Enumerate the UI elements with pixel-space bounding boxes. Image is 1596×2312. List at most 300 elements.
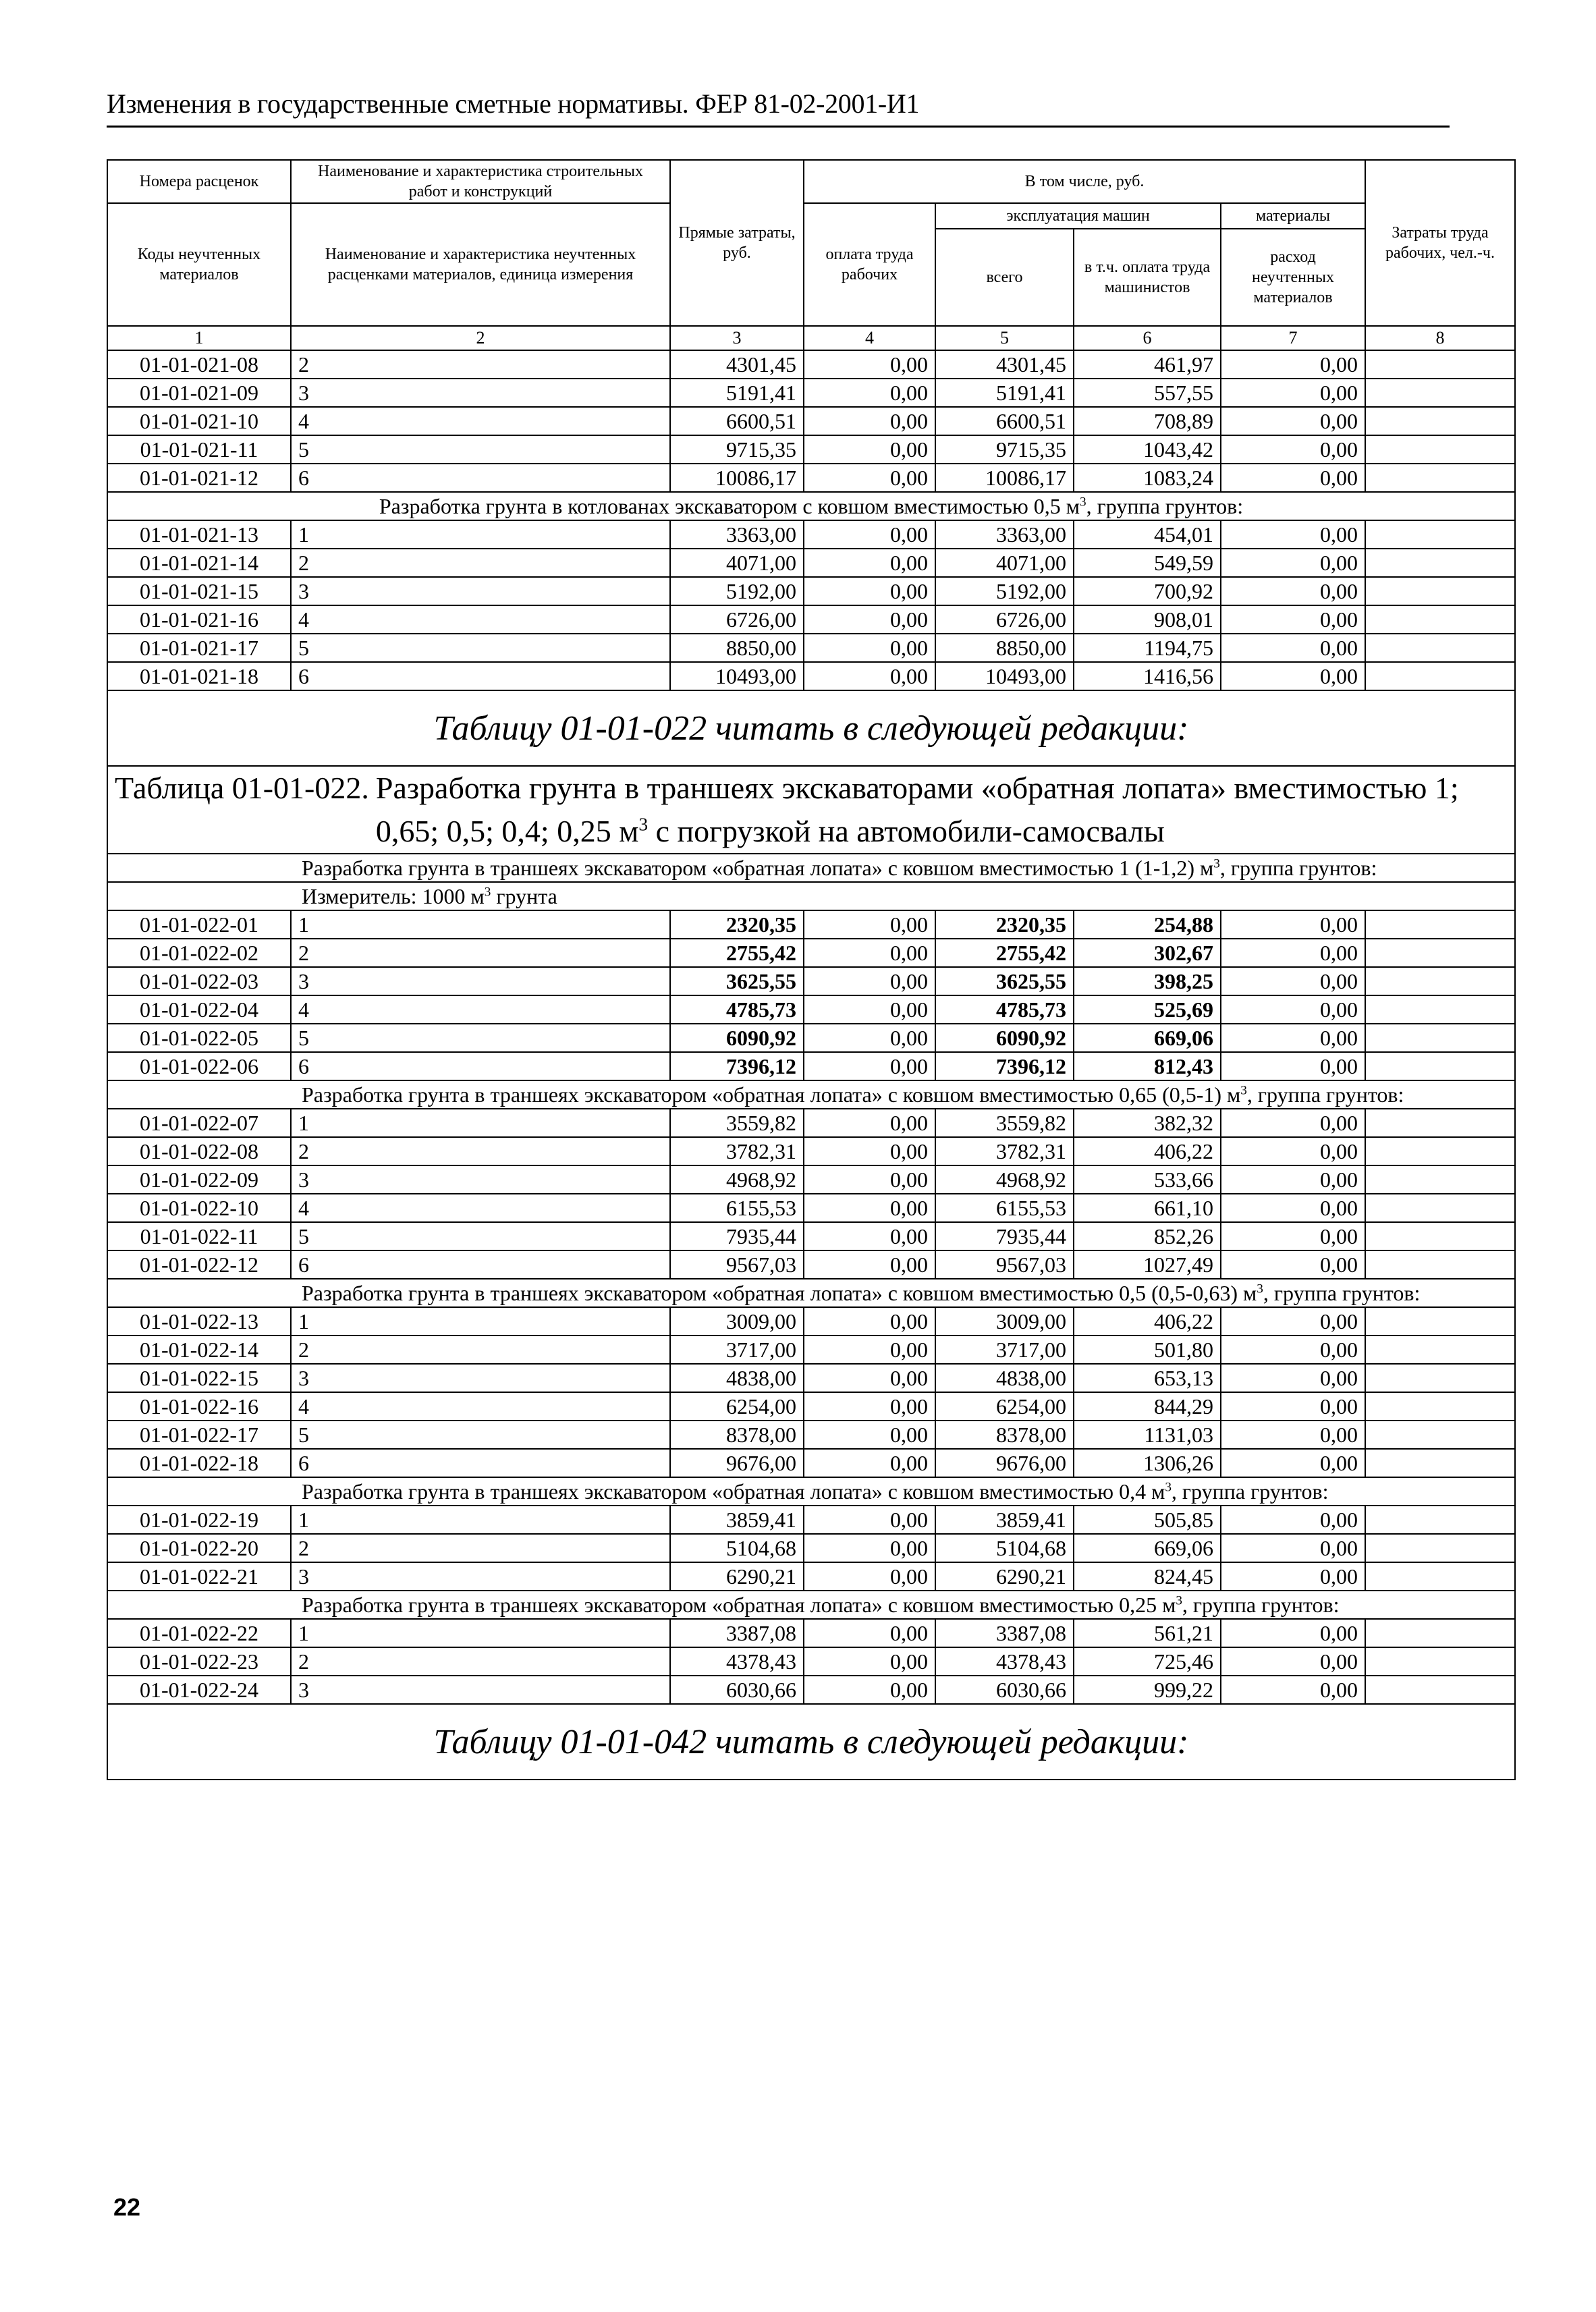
rate-code: 01-01-021-15: [107, 577, 291, 605]
materials-consumption: 0,00: [1221, 1449, 1365, 1477]
machine-costs-total: 8378,00: [935, 1421, 1074, 1449]
labor-pay: 0,00: [804, 379, 935, 407]
labor-pay: 0,00: [804, 464, 935, 492]
labor-pay: 0,00: [804, 577, 935, 605]
table-row: [107, 1137, 1515, 1165]
machine-operator-pay: 725,46: [1074, 1647, 1221, 1676]
header-col5: всего: [935, 229, 1074, 326]
rate-code: 01-01-022-16: [107, 1392, 291, 1421]
machine-operator-pay: 549,59: [1074, 549, 1221, 577]
labor-hours: [1365, 939, 1515, 967]
group-title: Разработка грунта в котлованах экскаватором с ковшом вместимостью 0,5 $м^3$, группа грунтов:: [107, 492, 1515, 520]
section-021b: [107, 492, 1515, 520]
table-title: [107, 766, 1515, 854]
machine-costs-total: 3717,00: [935, 1336, 1074, 1364]
section-021a: [107, 350, 1515, 492]
table-row: [107, 1222, 1515, 1250]
table-row: [107, 1194, 1515, 1222]
soil-group: 1: [291, 1109, 670, 1137]
machine-operator-pay: 669,06: [1074, 1534, 1221, 1562]
machine-costs-total: 7935,44: [935, 1222, 1074, 1250]
rate-code: 01-01-021-10: [107, 407, 291, 435]
materials-consumption: 0,00: [1221, 1137, 1365, 1165]
soil-group: 4: [291, 407, 670, 435]
materials-consumption: 0,00: [1221, 1250, 1365, 1279]
rate-code: 01-01-022-23: [107, 1647, 291, 1676]
rate-code: 01-01-022-17: [107, 1421, 291, 1449]
direct-costs: 2320,35: [670, 910, 804, 939]
direct-costs: 6726,00: [670, 605, 804, 634]
materials-consumption: 0,00: [1221, 1506, 1365, 1534]
labor-hours: [1365, 1647, 1515, 1676]
header-col4: оплата труда рабочих: [804, 203, 935, 326]
table-row: [107, 939, 1515, 967]
soil-group: 4: [291, 605, 670, 634]
group-title-row: [107, 1279, 1515, 1307]
soil-group: 5: [291, 435, 670, 464]
notice-row: [107, 690, 1515, 766]
machine-operator-pay: 557,55: [1074, 379, 1221, 407]
materials-consumption: 0,00: [1221, 1222, 1365, 1250]
labor-pay: 0,00: [804, 435, 935, 464]
table-row: [107, 1165, 1515, 1194]
machine-operator-pay: 852,26: [1074, 1222, 1221, 1250]
materials-consumption: 0,00: [1221, 350, 1365, 379]
header-col2-top: Наименование и характеристика строительных работ и конструкций: [291, 160, 670, 203]
materials-consumption: 0,00: [1221, 1165, 1365, 1194]
labor-pay: 0,00: [804, 1024, 935, 1052]
table-row: [107, 1421, 1515, 1449]
soil-group: 2: [291, 939, 670, 967]
machine-operator-pay: 525,69: [1074, 995, 1221, 1024]
table-title-text: Разработка грунта в траншеях экскаваторами «обратная лопата» вместимостью 1; 0,65; 0,5; 0,4; 0,25 $м^3$ с погрузкой на автомобили-самосвалы: [375, 771, 1459, 848]
notice-042: Таблицу 01-01-042 читать в следующей редакции:: [107, 1704, 1515, 1780]
rate-code: 01-01-022-10: [107, 1194, 291, 1222]
labor-hours: [1365, 520, 1515, 549]
rate-code: 01-01-022-12: [107, 1250, 291, 1279]
labor-pay: 0,00: [804, 1109, 935, 1137]
rate-code: 01-01-022-01: [107, 910, 291, 939]
direct-costs: 4968,92: [670, 1165, 804, 1194]
column-number: 3: [670, 326, 804, 350]
rate-code: 01-01-021-09: [107, 379, 291, 407]
labor-hours: [1365, 435, 1515, 464]
direct-costs: 6254,00: [670, 1392, 804, 1421]
soil-group: 2: [291, 549, 670, 577]
table-row: [107, 435, 1515, 464]
section-022a-rows: [107, 910, 1515, 1080]
soil-group: 1: [291, 1506, 670, 1534]
machine-operator-pay: 661,10: [1074, 1194, 1221, 1222]
machine-costs-total: 6600,51: [935, 407, 1074, 435]
direct-costs: 3782,31: [670, 1137, 804, 1165]
table-row: [107, 577, 1515, 605]
rate-code: 01-01-021-11: [107, 435, 291, 464]
machine-operator-pay: 454,01: [1074, 520, 1221, 549]
machine-operator-pay: 254,88: [1074, 910, 1221, 939]
labor-hours: [1365, 379, 1515, 407]
labor-hours: [1365, 1562, 1515, 1591]
machine-operator-pay: 708,89: [1074, 407, 1221, 435]
table-row: [107, 464, 1515, 492]
table-row: [107, 379, 1515, 407]
table-row: [107, 1562, 1515, 1591]
materials-consumption: 0,00: [1221, 1024, 1365, 1052]
header-col3: Прямые затраты, руб.: [670, 160, 804, 326]
header-col2-bottom: Наименование и характеристика неучтенных расценками материалов, единица измерения: [291, 203, 670, 326]
soil-group: 3: [291, 379, 670, 407]
table-row: [107, 1052, 1515, 1080]
labor-hours: [1365, 1222, 1515, 1250]
labor-pay: 0,00: [804, 1194, 935, 1222]
machine-operator-pay: 1306,26: [1074, 1449, 1221, 1477]
table-row: [107, 605, 1515, 634]
rate-code: 01-01-021-13: [107, 520, 291, 549]
labor-pay: 0,00: [804, 1250, 935, 1279]
direct-costs: 6155,53: [670, 1194, 804, 1222]
machine-costs-total: 4968,92: [935, 1165, 1074, 1194]
table-row: [107, 1109, 1515, 1137]
machine-costs-total: 10493,00: [935, 662, 1074, 690]
table-row: [107, 407, 1515, 435]
machine-operator-pay: 1194,75: [1074, 634, 1221, 662]
soil-group: 2: [291, 1647, 670, 1676]
materials-consumption: 0,00: [1221, 577, 1365, 605]
soil-group: 4: [291, 1194, 670, 1222]
materials-consumption: 0,00: [1221, 605, 1365, 634]
materials-consumption: 0,00: [1221, 1647, 1365, 1676]
labor-pay: 0,00: [804, 1449, 935, 1477]
labor-hours: [1365, 662, 1515, 690]
materials-consumption: 0,00: [1221, 910, 1365, 939]
soil-group: 5: [291, 1024, 670, 1052]
machine-operator-pay: 908,01: [1074, 605, 1221, 634]
table-row: [107, 1647, 1515, 1676]
labor-hours: [1365, 1336, 1515, 1364]
direct-costs: 7935,44: [670, 1222, 804, 1250]
header-machines-group: эксплуатация машин: [935, 203, 1221, 229]
labor-hours: [1365, 1364, 1515, 1392]
materials-consumption: 0,00: [1221, 967, 1365, 995]
direct-costs: 6290,21: [670, 1562, 804, 1591]
table-row: [107, 1619, 1515, 1647]
labor-pay: 0,00: [804, 1506, 935, 1534]
labor-pay: 0,00: [804, 605, 935, 634]
rate-code: 01-01-022-11: [107, 1222, 291, 1250]
group-title-row: [107, 1591, 1515, 1619]
machine-operator-pay: 1043,42: [1074, 435, 1221, 464]
notice-042-block: [107, 1704, 1515, 1780]
machine-operator-pay: 1416,56: [1074, 662, 1221, 690]
machine-operator-pay: 1083,24: [1074, 464, 1221, 492]
machine-operator-pay: 501,80: [1074, 1336, 1221, 1364]
group-title: Разработка грунта в траншеях экскаватором «обратная лопата» с ковшом вместимостью 0,4 $м^3$, группа грунтов:: [291, 1477, 1515, 1506]
section-022c-rows: [107, 1307, 1515, 1477]
machine-costs-total: 2755,42: [935, 939, 1074, 967]
soil-group: 1: [291, 910, 670, 939]
labor-pay: 0,00: [804, 939, 935, 967]
labor-pay: 0,00: [804, 1364, 935, 1392]
group-title: Разработка грунта в траншеях экскаватором «обратная лопата» с ковшом вместимостью 1 (1-1,2) $м^3$, группа грунтов:: [291, 854, 1515, 882]
machine-operator-pay: 406,22: [1074, 1137, 1221, 1165]
materials-consumption: 0,00: [1221, 379, 1365, 407]
materials-consumption: 0,00: [1221, 1421, 1365, 1449]
materials-consumption: 0,00: [1221, 1194, 1365, 1222]
machine-operator-pay: 812,43: [1074, 1052, 1221, 1080]
materials-consumption: 0,00: [1221, 1676, 1365, 1704]
direct-costs: 6030,66: [670, 1676, 804, 1704]
machine-costs-total: 4301,45: [935, 350, 1074, 379]
labor-hours: [1365, 995, 1515, 1024]
materials-consumption: 0,00: [1221, 1619, 1365, 1647]
labor-hours: [1365, 464, 1515, 492]
materials-consumption: 0,00: [1221, 1364, 1365, 1392]
machine-operator-pay: 1131,03: [1074, 1421, 1221, 1449]
soil-group: 1: [291, 1307, 670, 1336]
rate-code: 01-01-022-08: [107, 1137, 291, 1165]
labor-hours: [1365, 1307, 1515, 1336]
column-number: 4: [804, 326, 935, 350]
table-row: [107, 549, 1515, 577]
machine-costs-total: 3009,00: [935, 1307, 1074, 1336]
soil-group: 5: [291, 1421, 670, 1449]
machine-operator-pay: 561,21: [1074, 1619, 1221, 1647]
rate-code: 01-01-022-24: [107, 1676, 291, 1704]
machine-costs-total: 9715,35: [935, 435, 1074, 464]
labor-hours: [1365, 549, 1515, 577]
direct-costs: 3859,41: [670, 1506, 804, 1534]
materials-consumption: 0,00: [1221, 1392, 1365, 1421]
labor-pay: 0,00: [804, 1307, 935, 1336]
direct-costs: 4301,45: [670, 350, 804, 379]
header-incl-group: В том числе, руб.: [804, 160, 1365, 203]
section-022c: [107, 1279, 1515, 1307]
table-row: [107, 967, 1515, 995]
labor-pay: 0,00: [804, 1534, 935, 1562]
machine-costs-total: 4071,00: [935, 549, 1074, 577]
direct-costs: 4378,43: [670, 1647, 804, 1676]
soil-group: 4: [291, 1392, 670, 1421]
header-materials-group: материалы: [1221, 203, 1365, 229]
direct-costs: 9567,03: [670, 1250, 804, 1279]
group-title-row: [107, 492, 1515, 520]
labor-pay: 0,00: [804, 520, 935, 549]
table-row: [107, 1392, 1515, 1421]
machine-operator-pay: 700,92: [1074, 577, 1221, 605]
machine-operator-pay: 406,22: [1074, 1307, 1221, 1336]
labor-pay: 0,00: [804, 1562, 935, 1591]
rate-code: 01-01-022-02: [107, 939, 291, 967]
direct-costs: 5191,41: [670, 379, 804, 407]
labor-hours: [1365, 1676, 1515, 1704]
labor-hours: [1365, 1194, 1515, 1222]
table-row: [107, 1307, 1515, 1336]
labor-hours: [1365, 1052, 1515, 1080]
soil-group: 6: [291, 1449, 670, 1477]
column-number: 2: [291, 326, 670, 350]
column-number: 8: [1365, 326, 1515, 350]
labor-pay: 0,00: [804, 1222, 935, 1250]
materials-consumption: 0,00: [1221, 1307, 1365, 1336]
table-row: [107, 520, 1515, 549]
group-title: Разработка грунта в траншеях экскаватором «обратная лопата» с ковшом вместимостью 0,5 (0,5-0,63) $м^3$, группа грунтов:: [291, 1279, 1515, 1307]
direct-costs: 9715,35: [670, 435, 804, 464]
machine-costs-total: 6290,21: [935, 1562, 1074, 1591]
materials-consumption: 0,00: [1221, 1052, 1365, 1080]
rate-code: 01-01-021-16: [107, 605, 291, 634]
machine-operator-pay: 653,13: [1074, 1364, 1221, 1392]
rate-code: 01-01-022-06: [107, 1052, 291, 1080]
rate-code: 01-01-021-08: [107, 350, 291, 379]
direct-costs: 5104,68: [670, 1534, 804, 1562]
column-number: 7: [1221, 326, 1365, 350]
direct-costs: 6600,51: [670, 407, 804, 435]
measure-unit: Измеритель: 1000 $м^3$ грунта: [291, 882, 1515, 910]
machine-costs-total: 3625,55: [935, 967, 1074, 995]
machine-operator-pay: 461,97: [1074, 350, 1221, 379]
soil-group: 1: [291, 520, 670, 549]
machine-costs-total: 2320,35: [935, 910, 1074, 939]
direct-costs: 4071,00: [670, 549, 804, 577]
rate-code: 01-01-021-17: [107, 634, 291, 662]
labor-hours: [1365, 1392, 1515, 1421]
soil-group: 3: [291, 1364, 670, 1392]
section-022d: [107, 1477, 1515, 1506]
soil-group: 5: [291, 634, 670, 662]
machine-operator-pay: 505,85: [1074, 1506, 1221, 1534]
header-col1-bottom: Коды неучтенных материалов: [107, 203, 291, 326]
labor-hours: [1365, 1024, 1515, 1052]
labor-hours: [1365, 1449, 1515, 1477]
materials-consumption: 0,00: [1221, 995, 1365, 1024]
labor-pay: 0,00: [804, 1676, 935, 1704]
machine-costs-total: 4838,00: [935, 1364, 1074, 1392]
section-022a: [107, 854, 1515, 910]
machine-costs-total: 3559,82: [935, 1109, 1074, 1137]
header-row-2: [107, 203, 1515, 229]
labor-pay: 0,00: [804, 1165, 935, 1194]
machine-costs-total: 3859,41: [935, 1506, 1074, 1534]
section-022e-rows: [107, 1619, 1515, 1704]
labor-hours: [1365, 577, 1515, 605]
rate-code: 01-01-021-18: [107, 662, 291, 690]
direct-costs: 9676,00: [670, 1449, 804, 1477]
labor-hours: [1365, 634, 1515, 662]
materials-consumption: 0,00: [1221, 407, 1365, 435]
group-title-row: [107, 854, 1515, 882]
rate-code: 01-01-022-20: [107, 1534, 291, 1562]
table-row: [107, 1449, 1515, 1477]
labor-hours: [1365, 407, 1515, 435]
soil-group: 3: [291, 577, 670, 605]
rate-code: 01-01-022-05: [107, 1024, 291, 1052]
section-022e: [107, 1591, 1515, 1619]
labor-pay: 0,00: [804, 1392, 935, 1421]
rate-code: 01-01-022-04: [107, 995, 291, 1024]
table-row: [107, 1024, 1515, 1052]
header-column-numbers: [107, 326, 1515, 350]
direct-costs: 10086,17: [670, 464, 804, 492]
soil-group: 2: [291, 1137, 670, 1165]
labor-hours: [1365, 1421, 1515, 1449]
column-number: 1: [107, 326, 291, 350]
machine-costs-total: 10086,17: [935, 464, 1074, 492]
section-022d-rows: [107, 1506, 1515, 1591]
machine-costs-total: 6155,53: [935, 1194, 1074, 1222]
materials-consumption: 0,00: [1221, 464, 1365, 492]
rate-code: 01-01-022-03: [107, 967, 291, 995]
rate-code: 01-01-022-18: [107, 1449, 291, 1477]
soil-group: 3: [291, 1165, 670, 1194]
machine-operator-pay: 1027,49: [1074, 1250, 1221, 1279]
measure-row: [107, 882, 1515, 910]
labor-pay: 0,00: [804, 910, 935, 939]
group-title-row: [107, 1080, 1515, 1109]
header-col1-top: Номера расценок: [107, 160, 291, 203]
materials-consumption: 0,00: [1221, 1336, 1365, 1364]
materials-consumption: 0,00: [1221, 1109, 1365, 1137]
direct-costs: 2755,42: [670, 939, 804, 967]
table-row: [107, 995, 1515, 1024]
table-row: [107, 1336, 1515, 1364]
labor-hours: [1365, 1534, 1515, 1562]
table-title-row: [107, 766, 1515, 854]
soil-group: 3: [291, 1676, 670, 1704]
soil-group: 3: [291, 1562, 670, 1591]
soil-group: 6: [291, 464, 670, 492]
table-row: [107, 1364, 1515, 1392]
rate-code: 01-01-021-12: [107, 464, 291, 492]
materials-consumption: 0,00: [1221, 549, 1365, 577]
labor-hours: [1365, 605, 1515, 634]
header-col8: Затраты труда рабочих, чел.-ч.: [1365, 160, 1515, 326]
table-row: [107, 350, 1515, 379]
machine-operator-pay: 999,22: [1074, 1676, 1221, 1704]
direct-costs: 4785,73: [670, 995, 804, 1024]
labor-hours: [1365, 967, 1515, 995]
machine-costs-total: 6030,66: [935, 1676, 1074, 1704]
notice-row: [107, 1704, 1515, 1780]
machine-operator-pay: 824,45: [1074, 1562, 1221, 1591]
direct-costs: 6090,92: [670, 1024, 804, 1052]
machine-costs-total: 5192,00: [935, 577, 1074, 605]
machine-costs-total: 3387,08: [935, 1619, 1074, 1647]
table-row: [107, 910, 1515, 939]
group-title: Разработка грунта в траншеях экскаватором «обратная лопата» с ковшом вместимостью 0,65 (0,5-1) $м^3$, группа грунтов:: [291, 1080, 1515, 1109]
rates-table: [107, 159, 1516, 1780]
group-title: Разработка грунта в траншеях экскаватором «обратная лопата» с ковшом вместимостью 0,25 $м^3$, группа грунтов:: [291, 1591, 1515, 1619]
section-022b: [107, 1080, 1515, 1109]
machine-operator-pay: 382,32: [1074, 1109, 1221, 1137]
column-number: 6: [1074, 326, 1221, 350]
soil-group: 3: [291, 967, 670, 995]
direct-costs: 10493,00: [670, 662, 804, 690]
soil-group: 6: [291, 662, 670, 690]
soil-group: 6: [291, 1250, 670, 1279]
rate-code: 01-01-022-21: [107, 1562, 291, 1591]
labor-hours: [1365, 1137, 1515, 1165]
labor-pay: 0,00: [804, 1647, 935, 1676]
group-title-row: [107, 1477, 1515, 1506]
table-row: [107, 1506, 1515, 1534]
table-row: [107, 1534, 1515, 1562]
labor-hours: [1365, 1165, 1515, 1194]
rate-code: 01-01-022-15: [107, 1364, 291, 1392]
rate-code: 01-01-021-14: [107, 549, 291, 577]
header-col7: расход неучтенных материалов: [1221, 229, 1365, 326]
rate-code: 01-01-022-07: [107, 1109, 291, 1137]
labor-pay: 0,00: [804, 1336, 935, 1364]
